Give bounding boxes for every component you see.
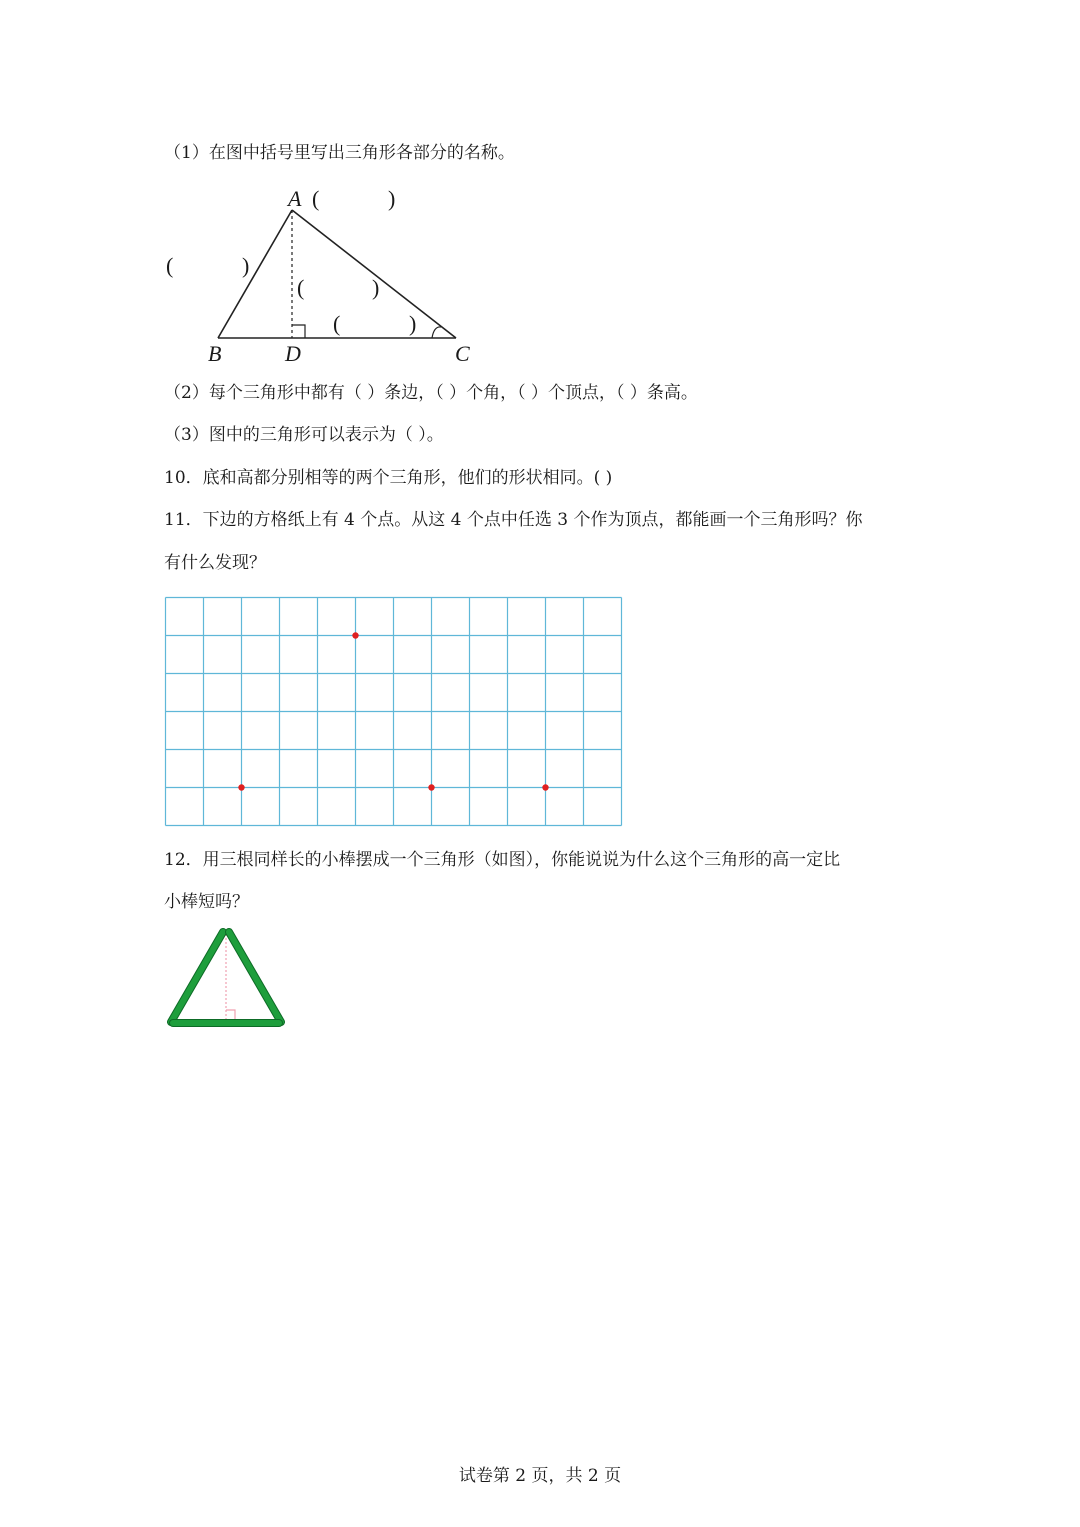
vertex-a-label: A (288, 186, 302, 211)
height-blank-open: ( (297, 275, 305, 300)
q9-part1-text: （1）在图中括号里写出三角形各部分的名称。 (164, 143, 515, 163)
vertex-blank-open: ( (312, 186, 320, 211)
side-blank-open: ( (166, 253, 174, 278)
height-blank-close: ) (372, 275, 380, 300)
right-angle-mark (226, 1010, 235, 1020)
stick-left (171, 932, 223, 1022)
grid-point (542, 784, 548, 790)
q12-line1: 12．用三根同样长的小棒摆成一个三角形（如图），你能说说为什么这个三角形的高一定比 (164, 850, 841, 870)
vertex-c-label: C (455, 341, 470, 366)
point-d-label: D (285, 341, 301, 366)
q9-part2-text: （2）每个三角形中都有（ ）条边，（ ）个角，（ ）个顶点，（ ）条高。 (164, 383, 698, 403)
page-footer: 试卷第 2 页，共 2 页 (458, 1466, 622, 1486)
angle-c-arc (432, 327, 441, 338)
side-ac (292, 210, 456, 338)
stick-triangle-figure (164, 926, 288, 1032)
grid-point (352, 632, 358, 638)
grid-point (238, 784, 244, 790)
side-ab (218, 210, 292, 338)
q11-line2: 有什么发现？ (164, 553, 266, 573)
vertex-b-label: B (208, 341, 222, 366)
side-blank-close: ) (242, 253, 250, 278)
q10-text: 10．底和高都分别相等的两个三角形，他们的形状相同。( ) (164, 468, 613, 488)
vertex-blank-close: ) (388, 186, 396, 211)
dot-grid-paper (164, 596, 624, 828)
q12-line2: 小棒短吗？ (164, 892, 249, 912)
grid-point (428, 784, 434, 790)
angle-blank-close: ) (409, 311, 417, 336)
angle-blank-open: ( (333, 311, 341, 336)
q9-part3-text: （3）图中的三角形可以表示为（ ）。 (164, 425, 444, 445)
q11-line1: 11．下边的方格纸上有 4 个点。从这 4 个点中任选 3 个作为顶点，都能画一个三角形吗？你 (164, 510, 863, 530)
right-angle-mark (292, 325, 305, 338)
stick-right (229, 932, 281, 1022)
